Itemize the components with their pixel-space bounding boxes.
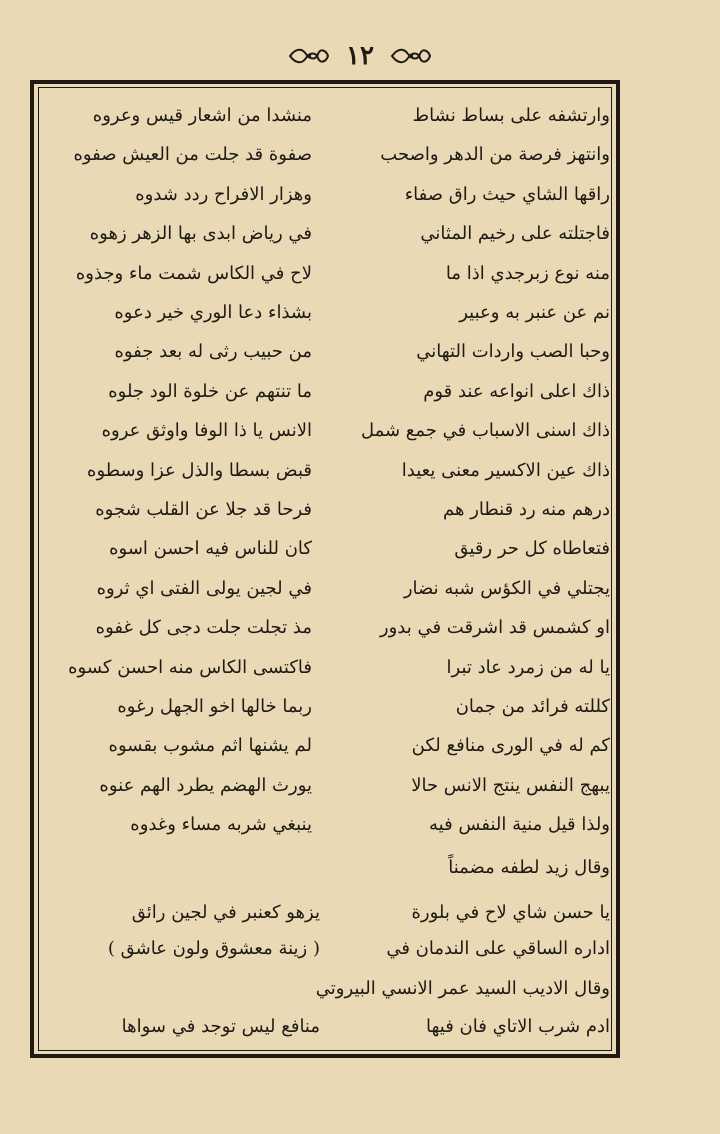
couplet-15-second-hemistich: فاكتسى الكاس منه احسن كسوه [68,656,312,678]
intro-line-1: وقال زيد لطفه مضمناً [448,857,610,878]
couplet-5-first-hemistich: منه نوع زبرجدي اذا ما [445,262,610,284]
couplet-4-first-hemistich: فاجتلته على رخيم المثاني [420,223,610,245]
couplet-14-second-hemistich: مذ تجلت جلت دجى كل غفوه [95,617,312,639]
couplet-1-first-hemistich: وارتشفه على بساط نشاط [412,105,610,126]
page-header [0,38,720,74]
couplet2-1-second-hemistich: يزهو كعنبر في لجين رائق [131,902,320,923]
couplet-7-first-hemistich: وحبا الصب واردات التهاني [416,341,610,363]
couplet-2-first-hemistich: وانتهز فرصة من الدهر واصحب [380,144,610,166]
couplet-18-first-hemistich: يبهج النفس ينتج الانس حالا [411,774,610,796]
ornament-right-icon [390,46,432,66]
couplet2-2-second-hemistich: ( زينة معشوق ولون عاشق ) [107,938,320,959]
couplet-6-second-hemistich: بشذاء دعا الوري خير دعوه [114,302,312,323]
couplet2-1-first-hemistich: يا حسن شاي لاح في بلورة [411,902,610,923]
couplet-5-second-hemistich: لاح في الكاس شمت ماء وجذوه [75,262,312,284]
couplet-8-second-hemistich: ما تنتهم عن خلوة الود جلوه [108,380,312,402]
couplet-2-second-hemistich: صفوة قد جلت من العيش صفوه [73,144,312,166]
couplet-12-first-hemistich: فتعاطاه كل حر رقيق [454,538,610,560]
couplet-17-second-hemistich: لم يشنها اثم مشوب بقسوه [108,735,312,757]
couplet-4-second-hemistich: في رياض ابدى بها الزهر زهوه [89,223,312,245]
couplet-9-first-hemistich: ذاك اسنى الاسباب في جمع شمل [360,420,610,442]
couplet-16-first-hemistich: كللته فرائد من جمان [455,696,610,717]
couplet-18-second-hemistich: يورث الهضم يطرد الهم عنوه [99,774,312,796]
couplet3-second-hemistich: منافع ليس توجد في سواها [121,1016,320,1037]
couplet2-2-first-hemistich: اداره الساقي على الندمان في [386,938,610,959]
intro-line-2: وقال الاديب السيد عمر الانسي البيروتي [315,978,610,999]
couplet-6-first-hemistich: نم عن عنبر به وعبير [459,302,610,323]
couplet-7-second-hemistich: من حبيب رثى له بعد جفوه [114,341,312,363]
couplet-8-first-hemistich: ذاك اعلى انواعه عند قوم [423,380,610,402]
couplet-1-second-hemistich: منشدا من اشعار قيس وعروه [92,105,312,126]
couplet-14-first-hemistich: او كشمس قد اشرقت في بدور [379,617,610,639]
couplet-16-second-hemistich: ربما خالها اخو الجهل رغوه [117,696,312,717]
couplet-3-first-hemistich: راقها الشاي حيث راق صفاء [404,183,610,205]
couplet-10-second-hemistich: قبض بسطا والذل عزا وسطوه [87,459,312,481]
couplet-19-second-hemistich: ينبغي شربه مساء وغدوه [130,814,312,836]
couplet-10-first-hemistich: ذاك عين الاكسير معنى يعيدا [401,459,610,481]
couplet-19-first-hemistich: ولذا قيل منية النفس فيه [429,814,610,836]
couplet-13-first-hemistich: يجتلي في الكؤس شبه نضار [403,577,610,599]
page-number: ١٢ [346,41,374,71]
couplet-3-second-hemistich: وهزار الافراح ردد شدوه [135,183,312,205]
couplet-9-second-hemistich: الانس يا ذا الوفا واوثق عروه [101,420,312,442]
couplet-13-second-hemistich: في لجين يولى الفتى اي ثروه [96,577,312,599]
couplet-17-first-hemistich: كم له في الورى منافع لكن [411,735,610,757]
ornament-left-icon [288,46,330,66]
couplet-11-first-hemistich: درهم منه رد قنطار هم [443,499,610,520]
couplet-15-first-hemistich: يا له من زمرد عاد تبرا [446,656,610,678]
couplet-11-second-hemistich: فرحا قد جلا عن القلب شجوه [95,499,312,520]
couplet3-first-hemistich: ادم شرب الاتاي فان فيها [426,1016,610,1037]
couplet-12-second-hemistich: كان للناس فيه احسن اسوه [109,538,312,560]
